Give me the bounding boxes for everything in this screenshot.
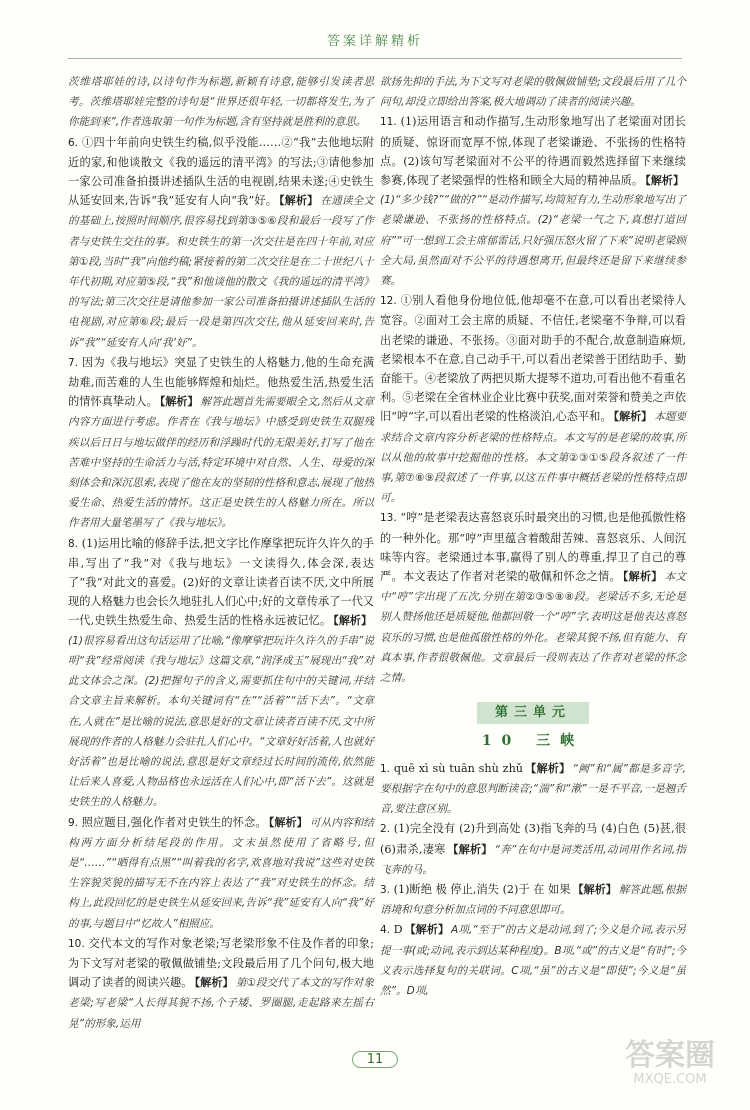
explanation-tag: 【解析】 [524, 761, 571, 775]
explanation-text: 在通读全文的基础上,按照时间顺序,很容易找到第③⑤⑥段和最后一段写了作者与史铁生交往的事。和史铁生的第一次交往是在四十年前,对应第①段,当时“我”向他约稿;紧接着的第二次交往是在二十世纪八十年代初期,对应第⑤段,“我”和他谈他的散文《我的遥远的清平湾》的写法;第三次交往是请他参加一家公司准备拍摄讲述插队生活的电视剧,对应第⑥段;最后一段是第四次交往,他从延安回来时,告诉“我”“延安有人向‘我’好”。 [68, 195, 374, 349]
explanation-tag: 【解析】 [447, 842, 493, 856]
left-column [68, 72, 374, 1034]
item-number: 4. [380, 924, 391, 937]
answer-text: D [393, 923, 403, 937]
answer-item [380, 920, 686, 1001]
explanation-tag: 【解析】 [622, 570, 663, 584]
header-divider [68, 58, 682, 59]
answer-text: ①四十年前向史铁生约稿,似乎没能……②“我”去他地坛附近的家,和他谈散文《我的遥远的清平湾》的写法;③请他参加一家公司准备拍摄讲述插队生活的电视剧,结果未遂;④史铁生从延安回来,告诉“我”延安有人向“我”好。 [68, 135, 374, 208]
explanation-text: (1)“多少钱?”“做的?”“是动作描写,均简短有力,生动形象地写出了老梁谦逊、不张扬的性格特点。(2)“老梁一气之下,真想打道回府”“可一想到工会主席郁雷话,只好强压怒火留了下来”说明老梁顾全大局,虽然面对不公平的待遇想离开,但最终还是留下来继续参赛。 [380, 194, 686, 288]
answer-item [68, 133, 374, 353]
answer-text: 照应题目,强化作者对史铁生的怀念。 [81, 815, 267, 829]
explanation-tag: 【解析】 [572, 882, 617, 896]
explanation-tag: 【解析】 [279, 194, 319, 208]
answer-item [380, 759, 686, 820]
explanation-text: “奔”在句中是词类活用,动词用作名词,指飞奔的马。 [380, 843, 687, 876]
answer-item [68, 72, 374, 133]
explanation-tag: 【解析】 [194, 976, 234, 990]
watermark-line2: MXQE.COM [633, 1072, 707, 1087]
lesson-title: 10 三峡 [481, 732, 585, 749]
item-number: 11. [380, 116, 397, 129]
unit-title-text: 第三单元 [477, 702, 589, 723]
item-number: 7. [68, 356, 79, 369]
explanation-text: 欲扬先抑的手法,为下文写对老梁的敬佩做铺垫;文段最后用了几个问句,却没立即给出答案,极大地调动了读者的阅读兴趣。 [380, 76, 686, 109]
answer-text: (1)断绝 极 停止,消失 (2)于 在 如果 [393, 882, 571, 896]
answer-text: “哼”是老梁表达喜怒哀乐时最突出的习惯,也是他孤傲性格的一种外化。那“哼”声里蕴含着酸甜苦辣、喜怒哀乐、人间沉味等内容。老梁通过本事,赢得了别人的尊重,捍卫了自己的尊严。本文表达了作者对老梁的敬佩和怀念之情。 [380, 511, 686, 584]
item-number: 13. [380, 512, 397, 525]
explanation-tag: 【解析】 [645, 174, 685, 188]
explanation-text: 本文中“哼”字出现了五次,分别在第②③⑤⑧⑧段。老梁话不多,无论是别人赞扬他还是质疑他,他都回敬一个“哼”字,表明这是他表达喜怒哀乐的习惯,也是他孤傲性格的外化。老梁其貌不扬,但有能力、有真本事,作者很敬佩他。文章最后一段则表达了作者对老梁的怀念之情。 [380, 571, 687, 685]
unit-title [380, 702, 686, 723]
answer-item [68, 353, 374, 534]
explanation-text: (1)很容易看出这句话运用了比喻,“像摩挲把玩许久许久的手串”说明“我”经常阅读《我与地坛》这篇文章,“润泽成玉”展现出“我”对此文体会之深。(2)把握句子的含义,需要抓住句中的关键词,并结合文章主旨来解析。本句关键词有“在”“活着”“活下去”。“文章在,人就在”是比喻的说法,意思是好的文章让读者百读不厌,文中所展现的作者的人格魅力会驻扎人们心中。“文章好好活着,人也就好好活着”也是比喻的说法,意思是好文章经过长时间的流传,依然能让后来人喜爱,人物品格也永远活在人们心中,即“活下去”。这就是史铁生的人格魅力。 [68, 634, 374, 809]
explanation-tag: 【解析】 [268, 815, 308, 829]
page-header: 答案详解精析 [326, 34, 423, 49]
explanation-text: 解答此题,根据语境和句意分析加点词的不同意思即可。 [380, 883, 686, 917]
item-number: 6. [68, 136, 79, 149]
explanation-text: 解答此题首先需要眼全文,然后从文章内容方面进行考虑。作者在《我与地坛》中感受到史铁生双腿残疾以后日日与地坛做伴的经历和浮躁时代的无限美好,打写了他在苦难中坚持的生命活力与活,特定环境中对自然、人生、母爱的深刻体会和深沉思索,表现了他在友的坚韧的性格和意志,展现了他热爱生命、热爱生活的情怀。这正是史铁生的人格魅力所在。所以作者用大量笔墨写了《我与地坛》。 [68, 396, 375, 530]
answer-item [380, 72, 686, 112]
answer-text: ①别人看他身份地位低,他却毫不在意,可以看出老梁待人宽容。②面对工会主席的质疑、不信任,老梁毫不争辩,可以看出老梁的谦逊、不张扬。③面对助手的不配合,故意制造麻烦,老梁根本不在意,自己动手干,可以看出老梁善于团结助手、勤奋能干。④老梁放了两把贝斯大提琴不道功,可看出他不看重名利。⑤老梁在全省林业企业比赛中获奖,面对荣誉和赞美之声依旧“哼”字,可以看出老梁的性格淡泊,心态平和。 [380, 294, 686, 424]
answer-text: (1)完全没有 (2)升到高处 (3)指飞奔的马 (4)白色 (5)甚,很 (6)肃杀,凄寒 [380, 822, 686, 856]
watermark-logo [610, 1040, 730, 1087]
answer-text: (1)运用语言和动作描写,生动形象地写出了老梁面对团长的质疑、惊讶而宽厚不惊,体现了老梁谦逊、不张扬的性格特点。(2)该句写老梁面对不公平的待遇而毅然选择留下来继续参赛,体现了老梁强悍的性格和顾全大局的精神品质。 [380, 115, 686, 188]
answer-item [68, 934, 374, 1034]
item-number: 9. [68, 816, 79, 829]
page-number: 11 [352, 1051, 399, 1068]
answer-item [68, 813, 374, 934]
answer-item [380, 291, 686, 508]
explanation-text: A项,“至于”的古义是动词,到了;今义是介词,表示另提一事(或;动词,表示到达某种程度)。B项,“或”的古义是“有时”;今义表示选择复句的关联词。C项,“虽”的古义是“即使”;今义是“虽然”。D项, [380, 924, 686, 997]
item-number: 8. [68, 537, 79, 550]
answer-item [380, 112, 686, 291]
right-column [380, 72, 686, 1001]
item-number: 12. [380, 295, 397, 308]
explanation-text: 本题要求结合文章内容分析老梁的性格特点。本文写的是老梁的故事,所以从他的故事中挖掘他的性格。本文第②③①⑤段各叙述了一件事,第⑦⑧⑨段叙述了一件事,以这五件事中概括老梁的性格特点即可。 [380, 411, 687, 505]
answer-item [380, 819, 686, 880]
explanation-tag: 【解析】 [159, 395, 199, 409]
answer-text: 交代本文的写作对象老梁;写老梁形象不住及作者的印象;为下文写对老梁的敬佩做铺垫;文段最后用了几个问句,极大地调动了读者的阅读兴趣。 [68, 936, 374, 990]
answer-item [68, 534, 374, 813]
item-number: 3. [380, 883, 391, 896]
answer-item [380, 880, 686, 920]
explanation-text: 可从内容和结构两方面分析结尾段的作用。文末虽然使用了省略号,但是“……”“晒得有点黑”“叫着我的名字,欢喜地对我说”这些对史铁生容貌笑貌的描写无不在内容上表达了“我”对史铁生的怀念。结构上,此段回忆的是史铁生从延安回来,告诉“我”延安有人向“我”好的事,与题目中“忆故人”相照应。 [68, 816, 375, 930]
answer-text: 因为《我与地坛》突显了史铁生的人格魅力,他的生命充满劫难,而苦难的人生也能够辉煌和灿烂。他热爱生活,热爱生活的情怀真挚动人。 [68, 355, 375, 409]
item-number: 2. [380, 823, 391, 836]
answer-item [380, 508, 686, 688]
answer-text: quē xì sù tuān shù zhǔ [393, 761, 523, 775]
explanation-tag: 【解析】 [613, 410, 653, 424]
explanation-text: 第①段交代了本文的写作对象老梁;写老梁“人长得其貌不扬,个子矮、罗圈腿,走起路来左摇右晃”的形象,运用 [68, 977, 374, 1030]
item-number: 1. [380, 762, 391, 775]
explanation-tag: 【解析】 [404, 923, 450, 937]
explanation-tag: 【解析】 [333, 614, 373, 628]
item-number: 10. [68, 937, 85, 950]
answer-text: (1)运用比喻的修辞手法,把文字比作摩挲把玩许久许久的手串,写出了“我”对《我与地坛》一文读得久,体会深,表达了“我”对此文的喜爱。(2)好的文章让读者百读不厌,文中所展现的人格魅力也会长久地驻扎人们心中;好的文章传承了一代又一代,史铁生热爱生命、热爱生活的性格永远被记忆。 [68, 536, 374, 628]
explanation-text: 茨维塔耶娃的诗,以诗句作为标题,新颖有诗意,能够引发读者思考。茨维塔耶娃完整的诗句是“世界还很年轻,一切都将发生,为了你能到来”,作者选取第一句作为标题,含有坚持就是胜利的意思。 [68, 76, 374, 129]
explanation-text: “阙”和“属”都是多音字,要根据字在句中的意思判断读音;“湍”和“漱”一是不平音,一是翘舌音,要注意区别。 [380, 762, 687, 816]
watermark-line1: 答案圈 [625, 1038, 715, 1073]
